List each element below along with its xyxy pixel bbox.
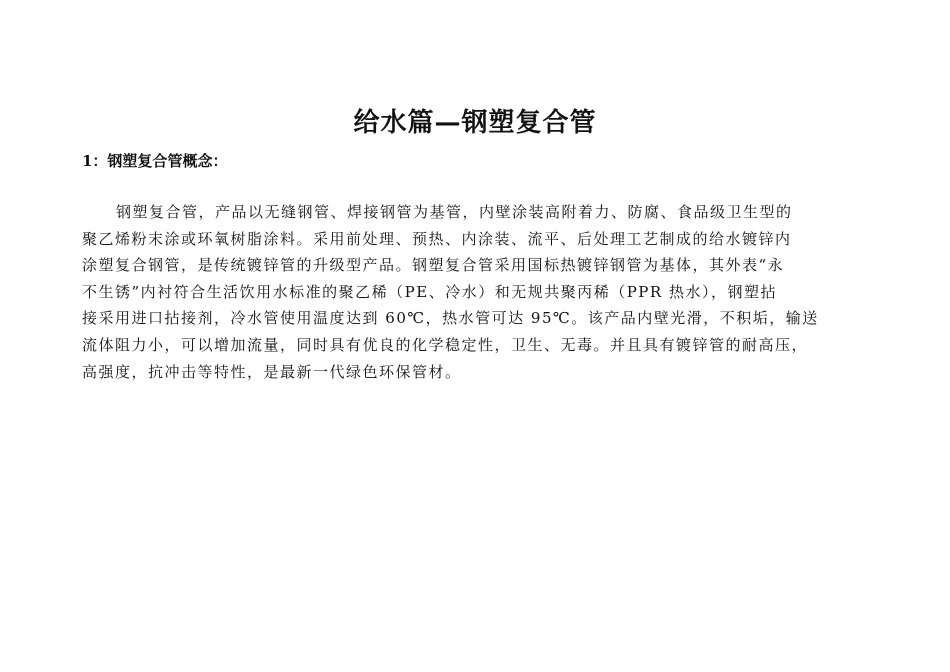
document-title: 给水篇—钢塑复合管 bbox=[353, 108, 597, 138]
paragraph-line: 不生锈”内衬符合生活饮用水标准的聚乙稀（PE、冷水）和无规共聚丙稀（PPR 热水），钢塑拈 bbox=[82, 282, 777, 301]
paragraph-line: 高强度，抗冲击等特性，是最新一代绿色环保管材。 bbox=[82, 362, 462, 381]
section-heading: 1：钢塑复合管概念： bbox=[82, 152, 228, 170]
body-paragraph bbox=[82, 199, 872, 385]
paragraph-line: 流体阻力小，可以增加流量，同时具有优良的化学稳定性，卫生、无毒。并且具有镀锌管的耐高压， bbox=[82, 335, 809, 354]
paragraph-line: 涂塑复合钢管，是传统镀锌管的升级型产品。钢塑复合管采用国标热镀锌钢管为基体，其外表“永 bbox=[82, 256, 785, 275]
paragraph-line: 聚乙烯粉末涂或环氧树脂涂料。采用前处理、预热、内涂装、流平、后处理工艺制成的给水镀锌内 bbox=[82, 229, 792, 248]
paragraph-line: 接采用进口拈接剂，冷水管使用温度达到 60℃，热水管可达 95℃。该产品内壁光滑，不积垢，输送 bbox=[82, 309, 819, 328]
paragraph-line: 钢塑复合管，产品以无缝钢管、焊接钢管为基管，内壁涂装高附着力、防腐、食品级卫生型的 bbox=[116, 203, 793, 221]
